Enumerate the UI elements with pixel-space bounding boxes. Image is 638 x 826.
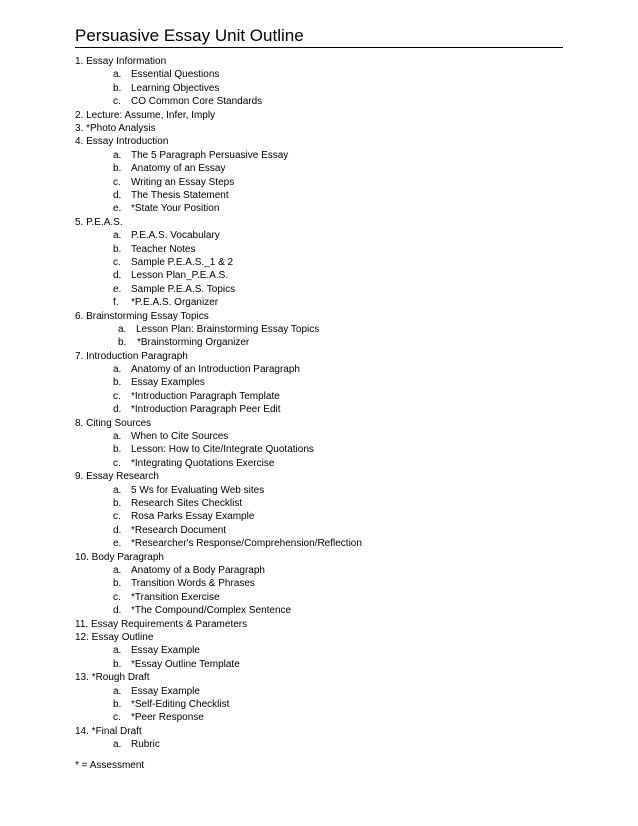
subitem-text: Rubric [131, 739, 160, 751]
subitem-marker: b. [113, 658, 122, 670]
outline-list [75, 55, 563, 752]
document-page [75, 26, 563, 772]
subitem-marker: b. [113, 698, 122, 710]
outline-item: 1. Essay Information [75, 56, 167, 67]
subitem-text: *Self-Editing Checklist [131, 698, 230, 710]
outline-item: 8. Citing Sources [75, 417, 152, 429]
page-title: Persuasive Essay Unit Outline [75, 26, 563, 48]
subitem-marker: f. [113, 297, 119, 309]
subitem-text: Teacher Notes [131, 243, 196, 255]
subitem-marker: e. [113, 203, 122, 215]
outline-item: 7. Introduction Paragraph [75, 350, 188, 362]
outline-subitem [75, 189, 563, 202]
subitem-marker: b. [113, 163, 122, 175]
outline-subitem [75, 497, 563, 510]
outline-subitem [75, 95, 563, 108]
outline-subitem [75, 363, 563, 376]
subitem-text: Writing an Essay Steps [131, 176, 235, 188]
outline-subitem [75, 176, 563, 189]
outline-subitem [75, 738, 563, 751]
subitem-text: Sample P.E.A.S. Topics [131, 283, 236, 295]
outline-item: 5. P.E.A.S. [75, 216, 123, 228]
subitem-marker: b. [113, 377, 122, 389]
subitem-text: *State Your Position [131, 203, 220, 215]
outline-subitem [75, 457, 563, 470]
subitem-text: *Essay Outline Template [131, 658, 240, 670]
outline-item: 4. Essay Introduction [75, 136, 169, 148]
subitem-marker: c. [113, 511, 121, 523]
subitem-text: Transition Words & Phrases [131, 578, 255, 590]
outline-subitem [75, 229, 563, 242]
outline-subitem [75, 564, 563, 577]
subitem-marker: c. [113, 712, 121, 724]
subitem-marker: a. [113, 484, 122, 496]
outline-item: 2. Lecture: Assume, Infer, Imply [75, 109, 216, 121]
subitem-marker: b. [113, 578, 122, 590]
outline-subitem [75, 243, 563, 256]
subitem-text: Essay Examples [131, 377, 205, 389]
subitem-marker: b. [113, 82, 122, 94]
subitem-marker: d. [113, 605, 122, 617]
subitem-marker: a. [113, 565, 122, 576]
subitem-marker: c. [113, 256, 121, 268]
subitem-marker: a. [113, 645, 122, 657]
subitem-marker: e. [113, 538, 122, 550]
subitem-text: *Introduction Paragraph Peer Edit [131, 404, 281, 416]
subitem-marker: a. [113, 431, 122, 443]
subitem-text: 5 Ws for Evaluating Web sites [131, 484, 265, 496]
subitem-marker: b. [118, 337, 127, 349]
outline-item: 9. Essay Research [75, 471, 159, 483]
subitem-text: *Transition Exercise [131, 591, 220, 603]
subitem-text: *Integrating Quotations Exercise [131, 457, 275, 469]
subitem-text: *The Compound/Complex Sentence [131, 605, 292, 617]
subitem-text: The 5 Paragraph Persuasive Essay [131, 149, 289, 161]
subitem-marker: a. [113, 149, 122, 161]
subitem-marker: c. [113, 591, 121, 603]
outline-subitem [75, 323, 563, 336]
subitem-marker: c. [113, 96, 121, 108]
outline-subitem [75, 658, 563, 671]
outline-subitem [75, 403, 563, 416]
outline-subitem [75, 591, 563, 604]
outline-subitem [75, 577, 563, 590]
outline-subitem [75, 644, 563, 657]
subitem-text: When to Cite Sources [131, 431, 229, 443]
subitem-marker: c. [113, 457, 121, 469]
subitem-text: Lesson Plan_P.E.A.S. [131, 270, 229, 282]
outline-subitem [75, 162, 563, 175]
subitem-marker: c. [113, 176, 121, 188]
outline-subitem [75, 149, 563, 162]
subitem-text: Sample P.E.A.S._1 & 2 [131, 256, 234, 268]
outline-subitem [75, 510, 563, 523]
outline-subitem [75, 256, 563, 269]
subitem-text: Lesson Plan: Brainstorming Essay Topics [136, 323, 320, 335]
outline-subitem [75, 430, 563, 443]
outline-subitem [75, 296, 563, 309]
outline-subitem [75, 537, 563, 550]
subitem-text: Anatomy of an Essay [131, 163, 226, 175]
subitem-text: CO Common Core Standards [131, 96, 263, 108]
outline-subitem [75, 604, 563, 617]
subitem-marker: a. [113, 230, 122, 242]
outline-item: 11. Essay Requirements & Parameters [75, 618, 248, 630]
subitem-marker: a. [113, 685, 122, 697]
subitem-text: P.E.A.S. Vocabulary [131, 230, 220, 242]
subitem-text: Essay Example [131, 685, 200, 697]
subitem-marker: c. [113, 390, 121, 402]
outline-subitem [75, 524, 563, 537]
outline-subitem [75, 202, 563, 215]
outline-subitem [75, 484, 563, 497]
subitem-text: Rosa Parks Essay Example [131, 511, 255, 523]
subitem-text: Anatomy of a Body Paragraph [131, 565, 265, 576]
subitem-marker: e. [113, 283, 122, 295]
outline-subitem [75, 82, 563, 95]
subitem-text: Research Sites Checklist [131, 498, 243, 510]
assessment-legend: * = Assessment [75, 759, 145, 771]
subitem-text: *Brainstorming Organizer [137, 337, 250, 349]
outline-subitem [75, 376, 563, 389]
subitem-marker: a. [113, 739, 122, 751]
subitem-text: *Researcher's Response/Comprehension/Reflection [131, 538, 362, 550]
subitem-text: *Research Document [131, 524, 227, 536]
subitem-marker: a. [113, 69, 122, 81]
outline-item: 13. *Rough Draft [75, 672, 150, 684]
subitem-marker: b. [113, 498, 122, 510]
subitem-text: *Introduction Paragraph Template [131, 390, 280, 402]
subitem-marker: d. [113, 524, 122, 536]
subitem-marker: a. [113, 364, 122, 376]
subitem-text: Learning Objectives [131, 82, 220, 94]
outline-subitem [75, 443, 563, 456]
outline-subitem [75, 283, 563, 296]
outline-subitem [75, 68, 563, 81]
outline-subitem [75, 390, 563, 403]
outline-item: 10. Body Paragraph [75, 551, 164, 563]
subitem-marker: d. [113, 404, 122, 416]
subitem-marker: d. [113, 189, 122, 201]
outline-item: 12. Essay Outline [75, 631, 154, 643]
subitem-text: *Peer Response [131, 712, 204, 724]
outline-item: 14. *Final Draft [75, 725, 142, 737]
subitem-text: *P.E.A.S. Organizer [131, 297, 219, 309]
outline-subitem [75, 698, 563, 711]
subitem-text: Essential Questions [131, 69, 220, 81]
subitem-text: Anatomy of an Introduction Paragraph [131, 364, 300, 376]
outline-item: 6. Brainstorming Essay Topics [75, 310, 209, 322]
subitem-marker: b. [113, 243, 122, 255]
subitem-text: The Thesis Statement [131, 189, 229, 201]
subitem-marker: b. [113, 444, 122, 456]
subitem-text: Essay Example [131, 645, 200, 657]
outline-subitem [75, 269, 563, 282]
subitem-marker: d. [113, 270, 122, 282]
outline-subitem [75, 711, 563, 724]
subitem-text: Lesson: How to Cite/Integrate Quotations [131, 444, 314, 456]
outline-item: 3. *Photo Analysis [75, 122, 156, 134]
outline-subitem [75, 336, 563, 349]
outline-subitem [75, 685, 563, 698]
subitem-marker: a. [118, 323, 127, 335]
